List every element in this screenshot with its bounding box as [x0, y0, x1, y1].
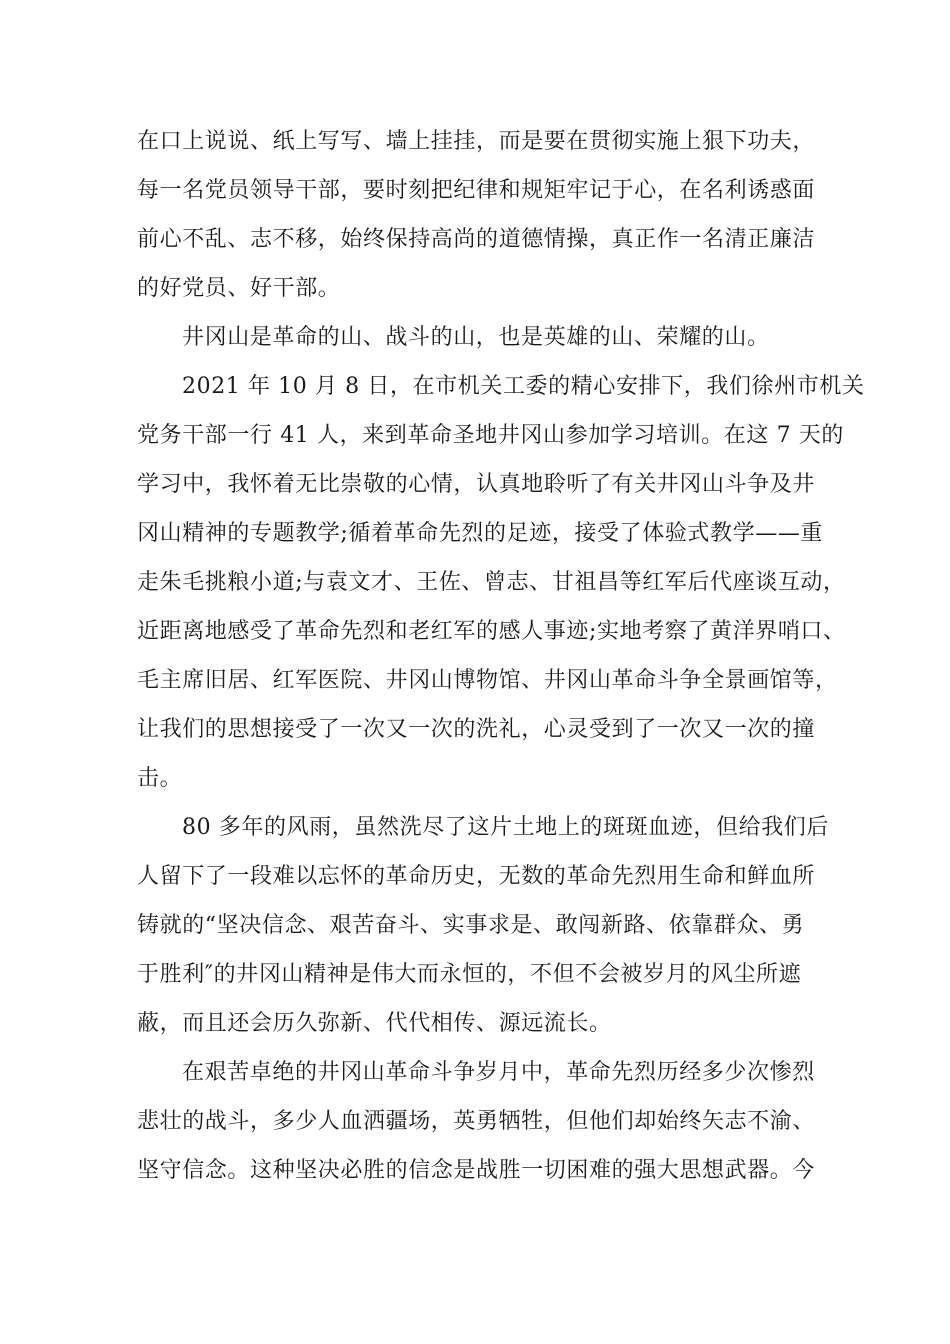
- text-line: 在口上说说、纸上写写、墙上挂挂，而是要在贯彻实施上狠下功夫，: [137, 129, 816, 154]
- text-line: 铸就的“坚决信念、艰苦奋斗、实事求是、敢闯新路、依靠群众、勇: [137, 913, 805, 938]
- text-line: 每一名党员领导干部，要时刻把纪律和规矩牢记于心，在名利诱惑面: [137, 178, 816, 203]
- text-line: 的好党员、好干部。: [137, 276, 341, 301]
- text-line: 悲壮的战斗，多少人血洒疆场，英勇牺牲，但他们却始终矢志不渝、: [137, 1109, 816, 1134]
- text-line: 80 多年的风雨，虽然洗尽了这片土地上的斑斑血迹，但给我们后: [182, 815, 829, 840]
- text-line: 人留下了一段难以忘怀的革命历史，无数的革命先烈用生命和鲜血所: [137, 864, 816, 889]
- text-line: 于胜利″的井冈山精神是伟大而永恒的，不但不会被岁月的风尘所遮: [137, 962, 802, 987]
- text-line: 学习中，我怀着无比崇敬的心情，认真地聆听了有关井冈山斗争及井: [137, 472, 816, 497]
- text-line: 蔽，而且还会历久弥新、代代相传、源远流长。: [137, 1011, 612, 1036]
- text-line: 击。: [137, 766, 183, 791]
- text-line: 冈山精神的专题教学;循着革命先烈的足迹，接受了体验式教学——重: [137, 521, 824, 546]
- text-line: 坚守信念。这种坚决必胜的信念是战胜一切困难的强大思想武器。今: [137, 1158, 816, 1183]
- text-line: 让我们的思想接受了一次又一次的洗礼，心灵受到了一次又一次的撞: [137, 717, 816, 742]
- text-line: 前心不乱、志不移，始终保持高尚的道德情操，真正作一名清正廉洁: [137, 227, 816, 252]
- text-line: 党务干部一行 41 人，来到革命圣地井冈山参加学习培训。在这 7 天的: [137, 423, 844, 448]
- text-line: 在艰苦卓绝的井冈山革命斗争岁月中，革命先烈历经多少次惨烈: [182, 1060, 815, 1085]
- text-line: 近距离地感受了革命先烈和老红军的感人事迹;实地考察了黄洋界哨口、: [137, 619, 846, 644]
- text-line: 2021 年 10 月 8 日，在市机关工委的精心安排下，我们徐州市机关: [182, 374, 865, 399]
- text-line: 走朱毛挑粮小道;与袁文才、王佐、曾志、甘祖昌等红军后代座谈互动，: [137, 570, 846, 595]
- text-line: 毛主席旧居、红军医院、井冈山博物馆、井冈山革命斗争全景画馆等，: [137, 668, 838, 693]
- text-line: 井冈山是革命的山、战斗的山，也是英雄的山、荣耀的山。: [182, 325, 770, 350]
